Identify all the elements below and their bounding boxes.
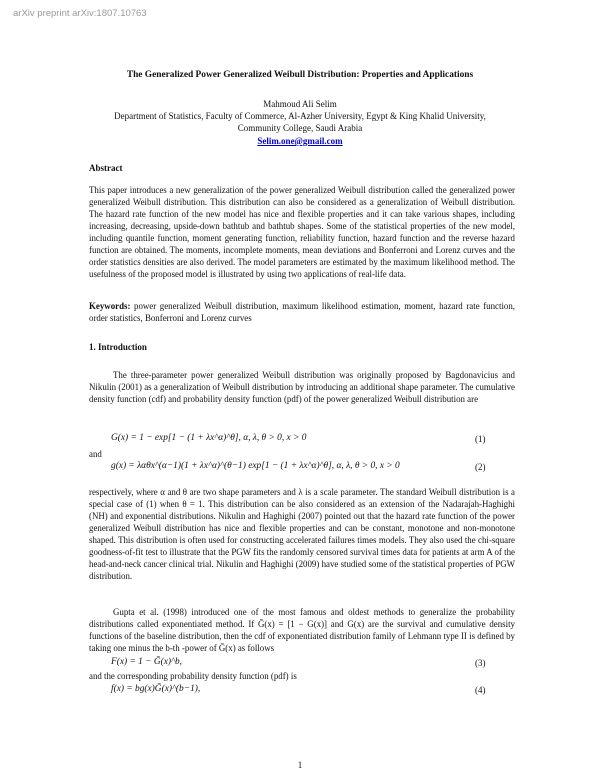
- abstract-heading: Abstract: [89, 163, 123, 173]
- keywords: [89, 300, 515, 324]
- abstract-text: This paper introduces a new generalization of the power generalized Weibull distribution called the generalized power generalized Weibull distribution. This distribution can also be considered as a generalization of Weibull distribution. The hazard rate function of the new model has nice and flexible properties and it can take various shapes, including increasing, decreasing, upside-down bathtub and bathtub shapes. Some of the statistical properties of the new model, including quantile function, moment generating function, reliability function, hazard function and the reverse hazard function are obtained. The moments, incomplete moments, mean deviations and Bonferroni and Lorenz curves and the order statistics densities are also derived. The model parameters are estimated by the maximum likelihood method. The usefulness of the proposed model is illustrated by using two applications of real-life data.: [89, 185, 515, 279]
- equation-3-number: (3): [475, 658, 486, 668]
- equation-4-number: (4): [475, 685, 486, 695]
- section-heading-introduction: 1. Introduction: [89, 342, 147, 352]
- author-name: Mahmoud Ali Selim: [263, 99, 337, 109]
- and-text: and: [89, 449, 102, 459]
- equation-3: F(x) = 1 − Ḡ(x)^b,: [111, 657, 183, 667]
- intro-paragraph-1: The three-parameter power generalized Weibull distribution was originally proposed by Bagdonavicius and Nikulin (2001) as a generalization of Weibull distribution by introducing an additional shape parameter. The cumulative density function (cdf) and probability density function (pdf) of the power generalized Weibull distribution are: [89, 370, 515, 404]
- page-number: 1: [297, 760, 303, 770]
- intro-paragraph-4: and the corresponding probability density function (pdf) is: [89, 671, 297, 681]
- paper-title: The Generalized Power Generalized Weibull Distribution: Properties and Applications: [126, 70, 474, 80]
- keywords-label: Keywords:: [89, 301, 131, 311]
- keywords-text: power generalized Weibull distribution, maximum likelihood estimation, moment, hazard rate function, order statistics, Bonferroni and Lorenz curves: [89, 301, 516, 323]
- author-email-link[interactable]: Selim.one@gmail.com: [257, 136, 343, 146]
- author-affiliation: Department of Statistics, Faculty of Commerce, Al-Azher University, Egypt & King Khalid University, Community College, Saudi Arabia: [114, 111, 486, 133]
- equation-2-number: (2): [475, 462, 486, 472]
- equation-4: f(x) = bg(x)Ḡ(x)^(b−1),: [111, 684, 201, 694]
- equation-2: g(x) = λαθx^(α−1)(1 + λx^α)^(θ−1) exp[1 − (1 + λx^α)^θ], α, λ, θ > 0, x > 0: [111, 461, 400, 471]
- intro-paragraph-2: respectively, where α and θ are two shape parameters and λ is a scale parameter. The standard Weibull distribution is a special case of (1) when θ = 1. This distribution can be also considered as an extension of the Nadarajah-Haghighi (NH) and exponential distributions. Nikulin and Haghighi (2007) pointed out that the hazard rate function of the power generalized Weibull distribution has nice and flexible properties and can be constant, monotone and non-monotone shaped. This distribution is often used for constructing accelerated failures times models. They also used the chi-square goodness-of-fit test to illustrate that the PGW fits the randomly censored survival times data for patients at arm A of the head-and-neck cancer clinical trial. Nikulin and Haghighi (2009) have studied some of the statistical properties of PGW distribution.: [89, 487, 515, 581]
- equation-1-number: (1): [475, 434, 486, 444]
- arxiv-identifier: arXiv preprint arXiv:1807.10763: [13, 8, 147, 19]
- equation-1: G(x) = 1 − exp[1 − (1 + λx^α)^θ], α, λ, θ > 0, x > 0: [111, 433, 307, 443]
- intro-paragraph-3: Gupta et al. (1998) introduced one of the most famous and oldest methods to generalize the probability distributions called exponentiated method. If Ḡ(x) = [1 − G(x)] and G(x) are the survival and cumulative density functions of the baseline distribution, then the cdf of exponentiated distribution family of Lehmann type II is defined by taking one minus the b-th -power of Ḡ(x) as follows: [89, 607, 515, 653]
